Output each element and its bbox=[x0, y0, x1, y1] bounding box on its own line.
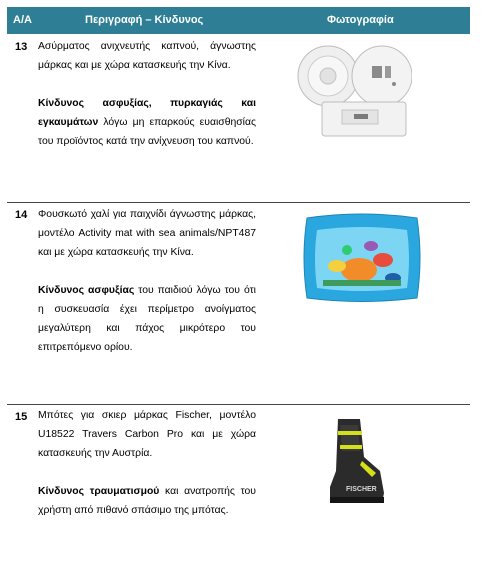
smoke-detector-icon bbox=[296, 40, 412, 138]
fischer-logo: FISCHER bbox=[346, 486, 377, 493]
header-description: Περιγραφή – Κίνδυνος bbox=[85, 14, 204, 26]
header-num: Α/Α bbox=[13, 14, 32, 26]
risk-text: και ανατροπής του χρήστη από πιθανό σπάσιμο της μπότας. bbox=[38, 486, 256, 516]
entry-description: Ασύρματος ανιχνευτής καπνού, άγνωστης μάρκας και με χώρα κατασκευής την Κίνα. bbox=[38, 41, 256, 71]
risk-text: του παιδιού λόγω του ότι η συσκευασία έχει περίμετρο ανοίγματος μεγαλύτερη και πάχος μικρότερο του επιτρεπόμενο ορίου. bbox=[38, 285, 256, 353]
entry-risk bbox=[38, 482, 256, 520]
entry-description: Φουσκωτό χαλί για παιχνίδι άγνωστης μάρκας, μοντέλο Activity mat with sea animals/NPT487 και με χώρα κατασκευής την Κίνα. bbox=[38, 209, 256, 258]
risk-label: Κίνδυνος ασφυξίας bbox=[38, 285, 135, 296]
entry-risk bbox=[38, 94, 256, 151]
entry-text bbox=[38, 406, 256, 520]
entry-number: 14 bbox=[15, 209, 28, 221]
risk-label: Κίνδυνος ασφυξίας, πυρκαγιάς και εγκαυμάτων bbox=[38, 98, 256, 128]
row-divider bbox=[7, 404, 470, 405]
entry-risk bbox=[38, 281, 256, 357]
entry-description: Μπότες για σκιερ μάρκας Fischer, μοντέλο U18522 Travers Carbon Pro και με χώρα κατασκευής την Αυστρία. bbox=[38, 410, 256, 459]
entry-number: 15 bbox=[15, 411, 28, 423]
entry-text bbox=[38, 205, 256, 357]
water-play-mat-icon bbox=[301, 210, 423, 305]
entry-number: 13 bbox=[15, 41, 28, 53]
row-divider bbox=[7, 202, 470, 203]
risk-label: Κίνδυνος τραυματισμού bbox=[38, 486, 160, 497]
ski-boot-icon bbox=[326, 417, 386, 507]
entry-text bbox=[38, 37, 256, 151]
risk-text: λόγω μη επαρκούς ευαισθησίας του προϊόντος κατά την ανίχνευση του καπνού. bbox=[38, 117, 256, 147]
table-header bbox=[7, 7, 470, 34]
header-photo: Φωτογραφία bbox=[327, 14, 394, 26]
